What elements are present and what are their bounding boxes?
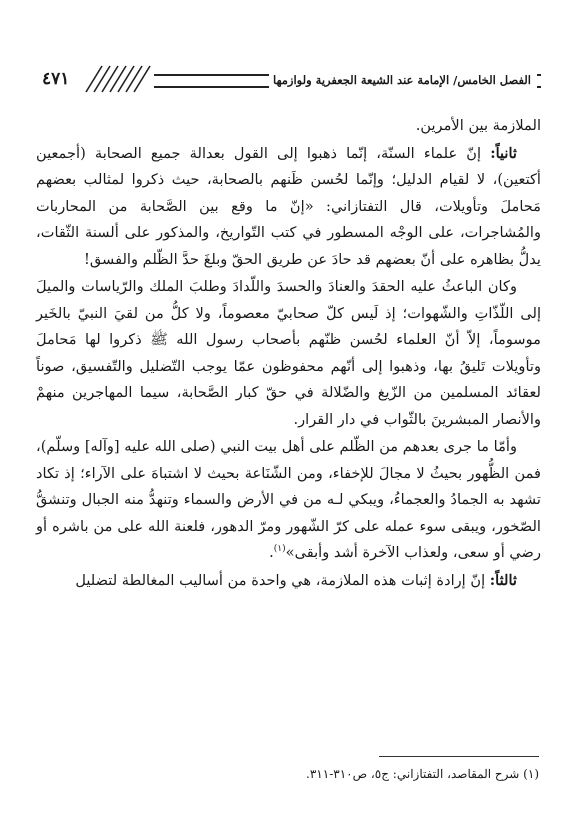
header-slash-ornament [80,64,154,94]
paragraph-2-lead: ثانياً: [490,144,517,162]
footnote-separator [379,756,539,757]
chapter-title: الفصل الخامس/ الإمامة عند الشيعة الجعفرية ولوازمها [269,72,537,88]
running-header [36,64,541,94]
footnote: (١) شرح المقاصد، التفتازاني: ج٥، ص٣١٠-٣١١. [306,767,539,781]
paragraph-4-text: وأمّا ما جرى بعدهم من الظّلم على أهل بيت النبي (صلى الله عليه [وآله] وسلّم)، فمن الظُّهور بحيثُ لا مجالَ للإخفاء، ومن الشّنَاعة بحيث لا اشتباهَ على الآراء؛ إذ تكاد تشهد به الجمادُ والعجماءُ، ويبكي لـه من في الأرض والسماء وتنهدُّ منه الجبال وتنشقُّ الصّخور، ويبقى سوء عمله على كرّ الشّهور ومرّ الدهور، فلعنة الله على من باشره أو رضي أو سعى، ولعذاب الآخرة أشد وأبقى» [36,438,541,561]
footnote-reference: (١) [273,544,286,555]
paragraph-5 [36,568,541,595]
page-number: ٤٧١ [42,69,70,89]
paragraph-3: وكان الباعثُ عليه الحقدَ والعنادَ والحسدَ واللّدادَ وطلبَ الملك والرّياسات والميلَ إلى اللّذّاتِ والشّهوات؛ إذ لَيس كلّ صحابيّ معصوماً، ولا كلُّ من لقيَ النبيّ بالخَير موسوماً، إلاّ أنّ العلماء لحُسن ظنّهم بأصحاب رسول الله ﷺ ذكروا لها مَحاملَ وتأويلات تَليقُ بها، وذهبوا إلى أنّهم محفوظون عمّا يوجب التّضليل والتّفسيق، صوناً لعقائد المسلمين من الزّيغ والضّلالة في حقّ كبار الصَّحابة، سيما المهاجرين منهمْ والأنصار المبشرينَ بالثّواب في دار القرار. [36,278,541,428]
paragraph-5-text: إنّ إرادة إثبات هذه الملازمة، هي واحدة من أساليب المغالطة لتضليل [75,571,490,589]
paragraph-4-end: . [269,544,274,561]
paragraph-1: الملازمة بين الأمرين. [415,117,541,134]
main-text [36,113,541,594]
paragraph-2-text: إنّ علماء السنّة، إنّما ذهبوا إلى القول بعدالة جميع الصحابة (أجمعين أكتعين)، لا لقيام الدليل؛ وإنّما لحُسن ظَنهم بالصحابة، حيث ذكروا لمثالب بعضهم مَحاملَ وتأويلات، قال التفتازاني: «إنّ ما وقع بين الصَّحابة من المحاربات والمُشاجرات، على الوجْه المسطور في كتب التّواريخ، والمذكور على ألسنة الثّقات، يدلُّ بظاهره على أنّ بعضهم قد حادَ عن طريق الحقّ وبلغَ حدَّ الظّلم والفسق! [36,144,541,268]
paragraph-4 [36,434,541,567]
page-number-box [36,64,154,94]
paragraph-2 [36,141,541,274]
paragraph-5-lead: ثالثاً: [489,571,517,589]
